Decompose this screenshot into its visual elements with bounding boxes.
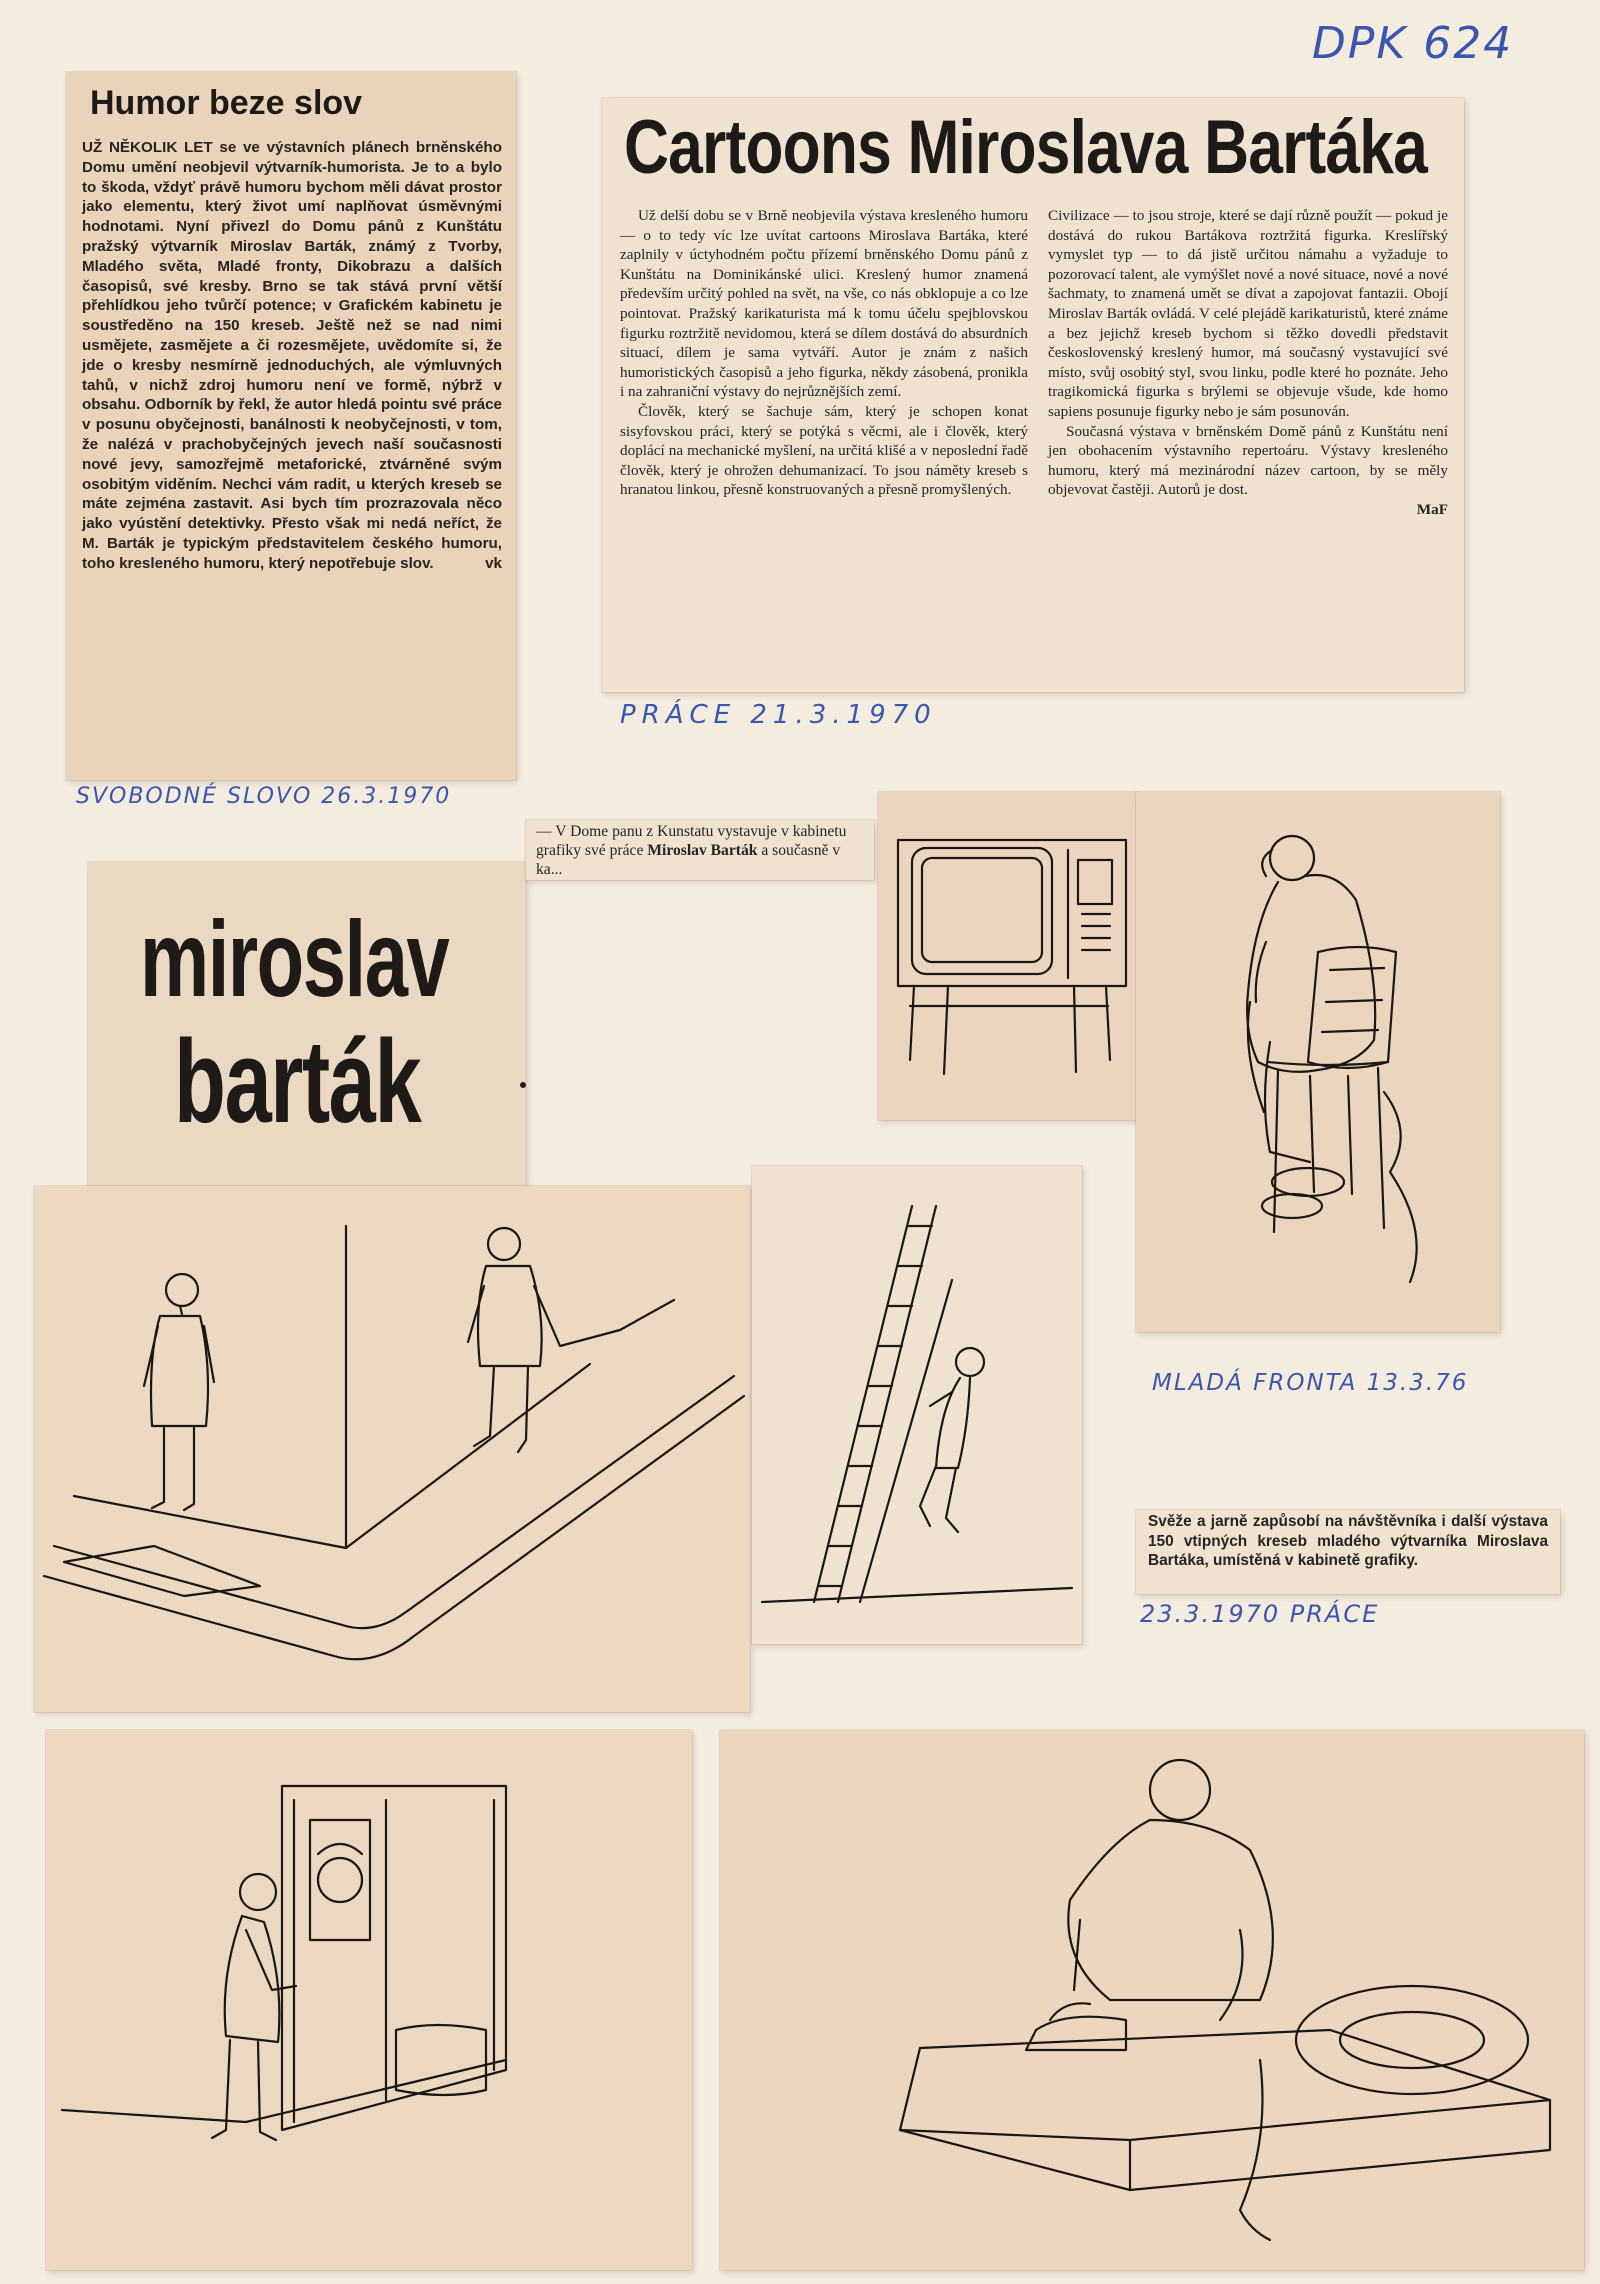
tv-screen (912, 848, 1052, 974)
clip-humor-title: Humor beze slov (90, 84, 363, 122)
clip-dome-name: Miroslav Barták (647, 842, 758, 859)
clip-sveze-text: Svěže a jarně zapůsobí na návštěvníka i další výstava 150 vtipných kreseb mladého výtvarníka Miroslava Bartáka, umístěná v kabinetě grafiky. (1148, 1513, 1548, 1570)
clip-cartoons-col2 (1048, 206, 1448, 520)
clip-cartoons-signature: MaF (1416, 500, 1448, 518)
clip-dome (526, 820, 874, 880)
clip-cartoons-title: Cartoons Miroslava Bartáka (624, 105, 1427, 190)
clip-cartoons-bartaka (602, 98, 1464, 692)
clip-ironing (720, 1730, 1584, 2270)
clip-dome-text-post: a současně v ka... (536, 842, 841, 878)
clip-cartoons-col1 (620, 206, 1028, 500)
clip-doorway (46, 1730, 692, 2270)
clip-humor-beze-slov (66, 72, 516, 780)
note-prace-1: PRÁCE 21.3.1970 (620, 700, 937, 730)
note-mlada-fronta: MLADÁ FRONTA 13.3.76 (1152, 1370, 1469, 1396)
clip-sveze (1136, 1510, 1560, 1594)
col2-para1: Civilizace — to jsou stroje, které se dají různě použít — pokud je dostává do rukou Bartákova roztržitá figurka. Kreslířský vymyslet typ — to dá jistě určitou námahu a vyžaduje to pozorovací talent, ale vymýšlet nové a nové situace, nové a nové šachmaty, to znamená umět se dívat a zapojovat fantazii. Obojí Miroslav Barták ovládá. V celé plejádě karikaturistů, které známe a bez jejichž kreseb bychom si těžko dovedli představit československý kreslený humor, má současný vystavující své místo, svůj osobitý styl, svou linku, podle které ho poznáte. Jeho tragikomická figurka s brýlemi se objevuje všude, kde homo sapiens posunuje figurky nebo je sám posunován. (1048, 207, 1448, 420)
name-line-2: barták (174, 1016, 421, 1148)
cartoon-doorway (46, 1730, 692, 2270)
col1-para1: Už delší dobu se v Brně neobjevila výstava kresleného humoru — o to tedy víc lze uvítat cartoons Miroslava Bartáka, které zaplnily v úctyhodném počtu přízemí brněnského Domu pánů z Kunštátu na Dominikánské ulici. Kreslený humor znamená především určitý pohled na svět, na vše, co nás obklopuje a co lze pointovat. Pražský karikaturista má k tomu účelu spejblovskou figurku roztržitě nevidomou, která se dílem dostává do absurdních situací, dílem je sama vytváří. Autor je znám z našich humoristických časopisů a jeho figurka, někdy zásobená, pronikla i na zahraniční výstavy do nejrůznějších zemí. (620, 207, 1028, 401)
clip-ladder (752, 1166, 1082, 1644)
cartoon-ladder (752, 1166, 1082, 1644)
clip-dome-text (536, 822, 866, 879)
note-prace-2: 23.3.1970 PRÁCE (1140, 1600, 1380, 1628)
clip-humor-body (82, 138, 502, 574)
note-svobodne-slovo: SVOBODNÉ SLOVO 26.3.1970 (76, 784, 452, 809)
name-line-1: miroslav (140, 898, 449, 1019)
cartoon-corner (34, 1186, 750, 1712)
period-dot (520, 1082, 526, 1088)
clip-humor-body-text: UŽ NĚKOLIK LET se ve výstavních plánech brněnského Domu umění neobjevil výtvarník-humorista. Je to a bylo to škoda, vždyť právě humoru bychom měli dávat prostor jako elementu, který život umí naplňovat úsměvnými hodnotami. Nyní přivezl do Domu pánů z Kunštátu pražský výtvarník Miroslav Barták, známý z Tvorby, Mladého světa, Mladé fronty, Dikobrazu a dalších časopisů, své kresby. Brno se tak stává první větší přehlídkou jeho tvůrčí potence; v Grafickém kabinetu je soustředěno na 150 kreseb. Ještě než se nad nimi usmějete, zasmějete a či rozesmějete, uvědomíte si, že jde o kresby nesmírně jednoduchých, ale výmluvných tahů, v nichž zdroj humoru není ve formě, nýbrž v obsahu. Odborník by řekl, že autor hledá pointu své práce v posunu obyčejnosti, banálnosti k neobyčejnosti, v tom, že nalézá v prachobyčejných jevech naší současnosti nové jevy, samozřejmě metaforické, ztvárněné svým osobitým viděním. Nechci vám radit, u kterých kreseb se máte zejména zastavit. Asi bych tím prozrazovala něco jako vyústění detektivky. Přesto však mi nedá neříct, že M. Barták je typickým představitelem českého humoru, toho kresleného humoru, který nepotřebuje slov. (82, 139, 502, 572)
clip-humor-signature: vk (485, 554, 502, 572)
man-head (1270, 836, 1314, 880)
col2-para2: Současná výstava v brněnském Domě pánů z Kunštátu není jen obohacením výstavního repertoáru. Výstavy kresleného humoru, který má mezinárodní název cartoon, by se měly objevovat častěji. Autorů je dost. (1048, 422, 1448, 499)
archive-code: DPK 624 (1312, 18, 1514, 69)
cartoon-ironing (720, 1730, 1584, 2270)
col1-para2: Člověk, který se šachuje sám, který je schopen konat sisyfovskou práci, který se potýká s věcmi, ale i člověk, který doplácí na mechanické myšlení, na určitá klišé a v neposlední řadě člověk, který je ohrožen dehumanizací. To jsou náměty kreseb s hranatou linkou, přesně konstruovaných a přesně promyšlených. (620, 402, 1028, 499)
clip-dome-text-pre: — V Dome panu z Kunstatu vystavuje v kabinetu grafiky své práce (536, 823, 847, 859)
clip-name (88, 862, 526, 1202)
clip-corner (34, 1186, 750, 1712)
